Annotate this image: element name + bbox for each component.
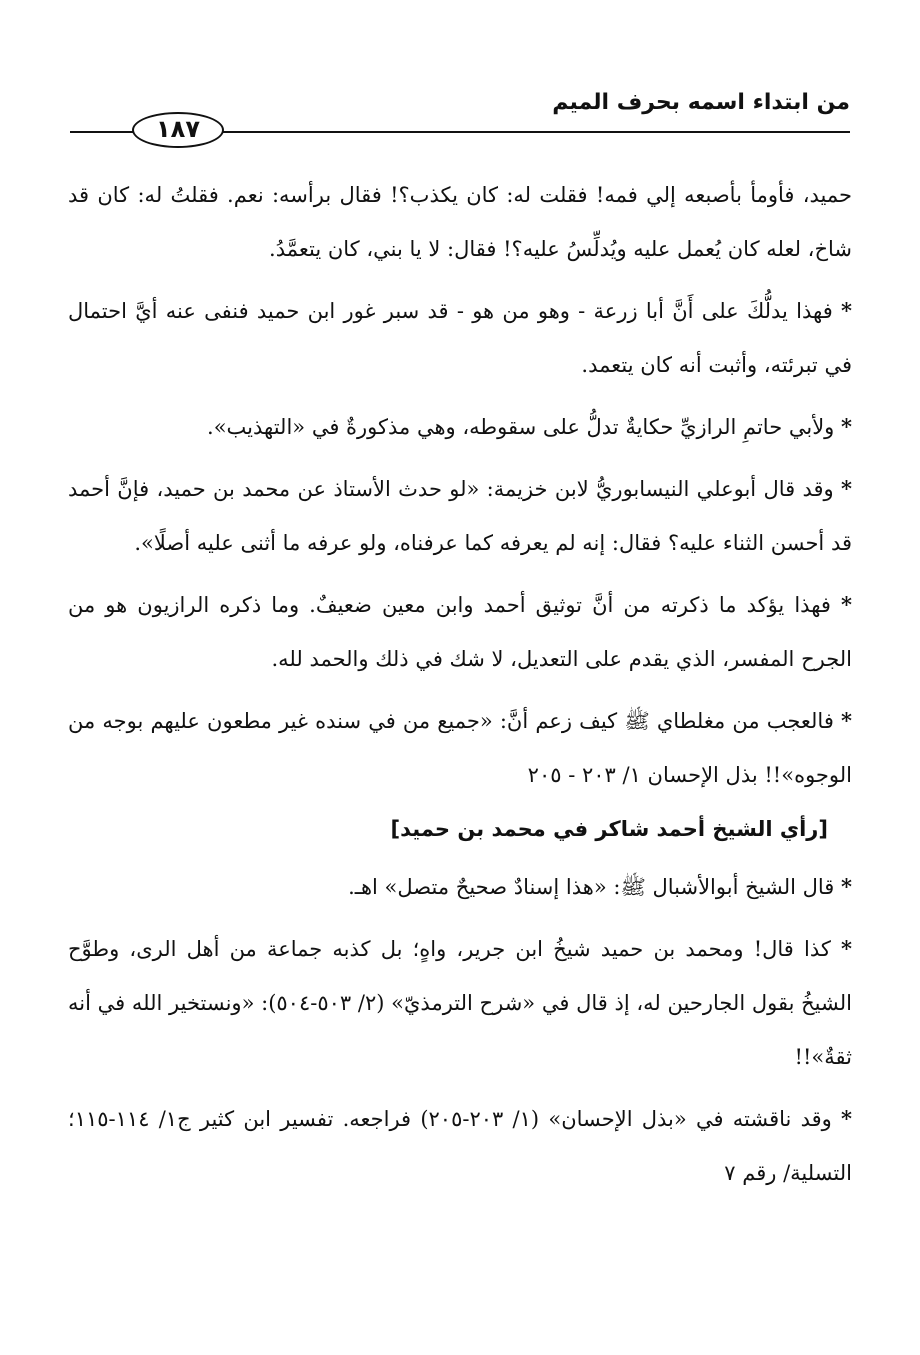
paragraph-text: فهذا يدلُّكَ على أَنَّ أبا زرعة - وهو من هو - قد سبر غور ابن حميد فنفى عنه أيَّ احتمال في تبرئته، وأثبت أنه كان يتعمد. bbox=[68, 299, 852, 377]
page-body bbox=[68, 168, 852, 1208]
bullet-star: * bbox=[841, 414, 852, 439]
paragraph-text: ولأبي حاتمِ الرازيِّ حكايةٌ تدلُّ على سقوطه، وهي مذكورةٌ في «التهذيب». bbox=[207, 415, 835, 439]
paragraph bbox=[68, 860, 852, 914]
paragraph bbox=[68, 462, 852, 570]
bullet-star: * bbox=[841, 1106, 852, 1131]
bullet-star: * bbox=[841, 298, 852, 323]
paragraph-text: كذا قال! ومحمد بن حميد شيخُ ابن جرير، واهٍ؛ بل كذبه جماعة من أهل الرى، وطوَّح الشيخُ بقول الجارحين له، إذ قال في «شرح الترمذيّ» (٢/ ٥٠٣-٥٠٤): «ونستخير الله في أنه ثقةٌ»!! bbox=[68, 937, 852, 1069]
page-header bbox=[70, 90, 850, 150]
paragraph-text: فهذا يؤكد ما ذكرته من أنَّ توثيق أحمد وابن معين ضعيفٌ. وما ذكره الرازيون هو من الجرح المفسر، الذي يقدم على التعديل، لا شك في ذلك والحمد لله. bbox=[68, 593, 852, 671]
paragraph bbox=[68, 168, 852, 276]
paragraph bbox=[68, 400, 852, 454]
bullet-star: * bbox=[841, 476, 852, 501]
page-number: ١٨٧ bbox=[132, 112, 224, 148]
section-heading: [رأي الشيخ أحمد شاكر في محمد بن حميد] bbox=[390, 817, 828, 841]
bullet-star: * bbox=[841, 874, 852, 899]
paragraph bbox=[68, 922, 852, 1084]
paragraph bbox=[68, 694, 852, 802]
paragraph-text: فالعجب من مغلطاي ﷺ كيف زعم أنَّ: «جميع من في سنده غير مطعون عليهم بوجه من الوجوه»!! بذل الإحسان ١/ ٢٠٣ - ٢٠٥ bbox=[68, 709, 852, 787]
paragraph-text: حميد، فأومأ بأصبعه إلي فمه! فقلت له: كان يكذب؟! فقال برأسه: نعم. فقلتُ له: كان قد شاخ، لعله كان يُعمل عليه ويُدلِّسُ عليه؟! فقال: لا يا بني، كان يتعمَّدُ. bbox=[68, 183, 852, 261]
bullet-star: * bbox=[841, 592, 852, 617]
paragraph bbox=[68, 284, 852, 392]
paragraph bbox=[68, 1092, 852, 1200]
paragraph-text: قال الشيخ أبوالأشبال ﷺ: «هذا إسنادٌ صحيحٌ متصل» اهـ. bbox=[348, 875, 835, 899]
bullet-star: * bbox=[841, 708, 852, 733]
paragraph-text: وقد ناقشته في «بذل الإحسان» (١/ ٢٠٣-٢٠٥) فراجعه. تفسير ابن كثير ج١/ ١١٤-١١٥؛ التسلية/ رقم ٧ bbox=[68, 1107, 852, 1185]
paragraph-text: وقد قال أبوعلي النيسابوريُّ لابن خزيمة: «لو حدث الأستاذ عن محمد بن حميد، فإنَّ أحمد قد أحسن الثناء عليه؟ فقال: إنه لم يعرفه كما عرفناه، ولو عرفه ما أثنى عليه أصلًا». bbox=[68, 477, 852, 555]
running-title: من ابتداء اسمه بحرف الميم bbox=[552, 90, 850, 115]
bullet-star: * bbox=[841, 936, 852, 961]
paragraph bbox=[68, 578, 852, 686]
